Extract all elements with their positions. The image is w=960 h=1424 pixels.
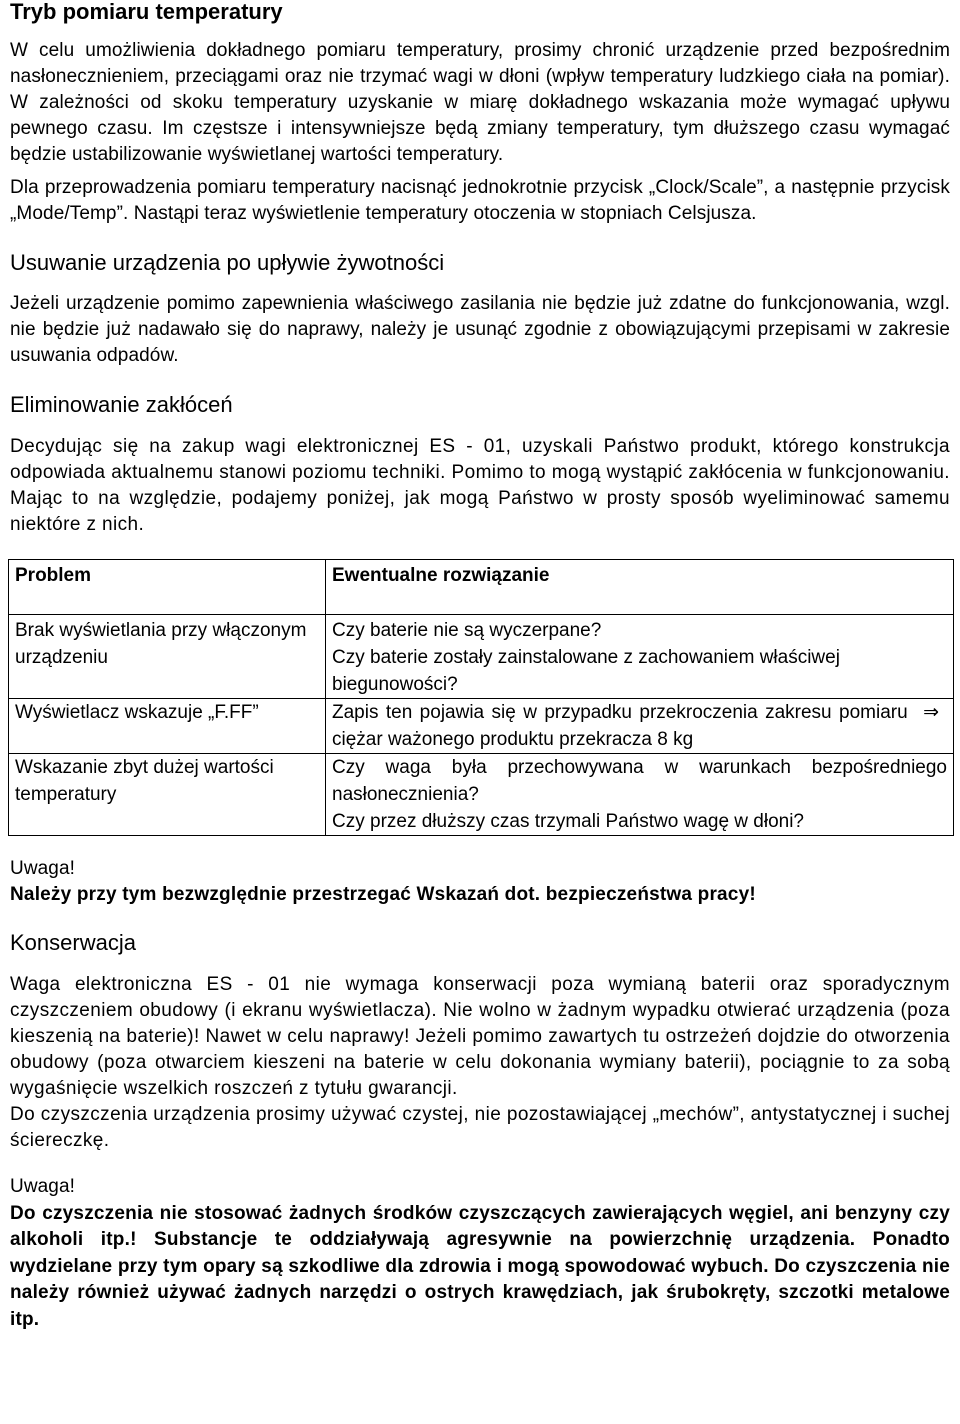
table-cell-solution	[326, 615, 954, 699]
paragraph-temperature-instructions: Dla przeprowadzenia pomiaru temperatury nacisnąć jednokrotnie przycisk „Clock/Scale”, a następnie przycisk „Mode/Temp”. Nastąpi teraz wyświetlenie temperatury otoczenia w stopniach Celsjusza.	[10, 177, 950, 224]
table-cell-solution	[326, 699, 954, 754]
warning-safety-text: Należy przy tym bezwzględnie przestrzegać Wskazań dot. bezpieczeństwa pracy!	[10, 884, 756, 905]
table-header-problem: Problem	[9, 560, 326, 615]
section-title-temperature-mode: Tryb pomiaru temperatury	[10, 0, 283, 24]
table-header-row	[9, 560, 954, 615]
paragraph-cleaning: Do czyszczenia urządzenia prosimy używać czystej, nie pozostawiającej „mechów”, antystatycznej i suchej ściereczkę.	[10, 1103, 950, 1151]
warning-label: Uwaga!	[10, 858, 76, 879]
troubleshooting-table	[8, 559, 954, 836]
table-header-solution: Ewentualne rozwiązanie	[326, 560, 954, 615]
implies-arrow-icon: ⇒	[923, 701, 939, 723]
paragraph-disposal: Jeżeli urządzenie pomimo zapewnienia właściwego zasilania nie będzie już zdatne do funkcjonowania, wzgl. nie będzie już nadawało się do naprawy, należy je usunąć zgodnie z obowiązującymi przepisami w zakresie usuwania odpadów.	[10, 293, 950, 366]
table-cell-problem: Wskazanie zbyt dużej wartości temperatury	[9, 754, 326, 836]
table-row	[9, 615, 954, 699]
warning-cleaning-text: Do czyszczenia nie stosować żadnych środków czyszczących zawierających węgiel, ani benzyny czy alkoholi itp.! Substancje te oddziaływają agresywnie na powierzchnię urządzenia. Ponadto wydzielane przy tym opary są szkodliwe dla zdrowia i mogą spowodować wybuch. Do czyszczenia nie należy również używać żadnych narzędzi o ostrych krawędziach, jak śrubokręty, szczotki metalowe itp.	[10, 1202, 950, 1330]
section-title-troubleshooting: Eliminowanie zakłóceń	[10, 392, 233, 417]
solution-line: Czy baterie nie są wyczerpane?	[332, 620, 602, 641]
paragraph-temperature-measurement: W celu umożliwienia dokładnego pomiaru temperatury, prosimy chronić urządzenie przed bezpośrednim nasłonecznieniem, przeciągami oraz nie trzymać wagi w dłoni (wpływ temperatury ludzkiego ciała na pomiar). W zależności od skoku temperatury uzyskanie w miarę dokładnego wskazania może wymagać upływu pewnego czasu. Im częstsze i intensywniejsze będą zmiany temperatury, tym dłuższego czasu wymagać będzie ustabilizowanie wyświetlanej wartości temperatury.	[10, 40, 950, 165]
paragraph-troubleshooting: Decydując się na zakup wagi elektronicznej ES - 01, uzyskali Państwo produkt, którego konstrukcja odpowiada aktualnemu stanowi poziomu techniki. Pomimo to mogą wystąpić zakłócenia w funkcjonowaniu. Mając to na względzie, podajemy poniżej, jak mogą Państwo w prosty sposób wyeliminować samemu niektóre z nich.	[10, 436, 950, 535]
solution-line: Czy baterie zostały zainstalowane z zachowaniem właściwej biegunowości?	[332, 647, 840, 695]
table-cell-problem: Brak wyświetlania przy włączonym urządzeniu	[9, 615, 326, 699]
solution-line: Zapis ten pojawia się w przypadku przekroczenia zakresu pomiaru	[332, 702, 908, 723]
solution-line: Czy przez dłuższy czas trzymali Państwo wagę w dłoni?	[332, 811, 805, 832]
table-row	[9, 754, 954, 836]
table-cell-solution	[326, 754, 954, 836]
table-row	[9, 699, 954, 754]
warning-label: Uwaga!	[10, 1175, 76, 1197]
solution-line: Czy waga była przechowywana w warunkach bezpośredniego nasłonecznienia?	[332, 757, 947, 805]
table-cell-problem: Wyświetlacz wskazuje „F.FF”	[9, 699, 326, 754]
solution-line: ciężar ważonego produktu przekracza 8 kg	[332, 729, 694, 750]
document-page	[10, 0, 950, 1333]
section-title-disposal: Usuwanie urządzenia po upływie żywotności	[10, 250, 445, 275]
section-title-maintenance: Konserwacja	[10, 929, 136, 955]
paragraph-maintenance: Waga elektroniczna ES - 01 nie wymaga konserwacji poza wymianą baterii oraz sporadycznym czyszczeniem obudowy (i ekranu wyświetlacza). Nie wolno w żadnym wypadku otwierać urządzenia (poza kieszenią na baterie)! Nawet w celu naprawy! Jeżeli pomimo zawartych tu ostrzeżeń dojdzie do otworzenia obudowy (poza otwarciem kieszeni na baterie w celu dokonania wymiany baterii), pociągnie to za sobą wygaśnięcie wszelkich roszczeń z tytułu gwarancji.	[10, 973, 950, 1099]
